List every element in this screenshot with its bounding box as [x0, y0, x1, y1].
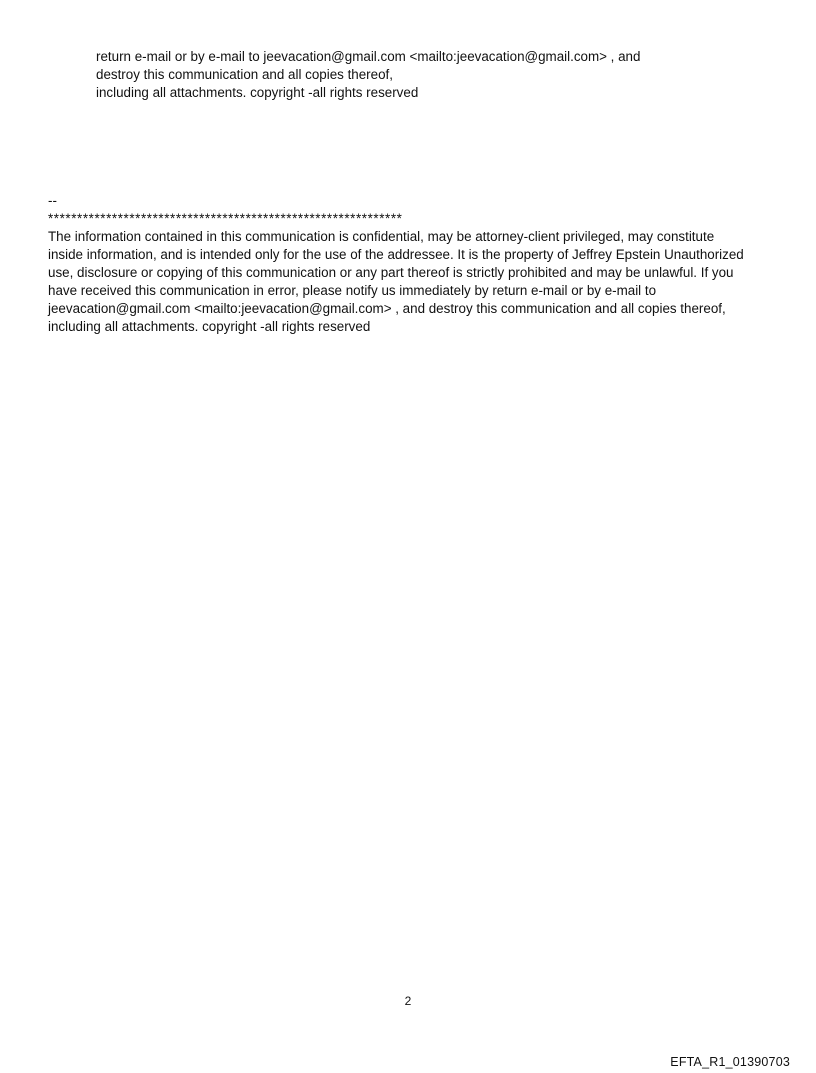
- quoted-disclaimer: [96, 48, 776, 102]
- disclaimer-line: The information contained in this communication is confidential, may be attorney-client privileged, may constitute: [48, 229, 715, 244]
- asterisk-divider: *************************************************************: [48, 211, 403, 226]
- quoted-disclaimer-line: return e-mail or by e-mail to jeevacation@gmail.com <mailto:jeevacation@gmail.com> , and: [96, 49, 641, 64]
- disclaimer-line: including all attachments. copyright -all rights reserved: [48, 319, 371, 334]
- disclaimer-line: have received this communication in error, please notify us immediately by return e-mail or by e-mail to: [48, 283, 657, 298]
- quoted-disclaimer-line: including all attachments. copyright -all rights reserved: [96, 85, 419, 100]
- bates-number: EFTA_R1_01390703: [670, 1055, 790, 1069]
- signature-disclaimer: [48, 192, 768, 336]
- disclaimer-line: inside information, and is intended only for the use of the addressee. It is the property of Jeffrey Epstein Unauthorized: [48, 247, 744, 262]
- disclaimer-line: use, disclosure or copying of this communication or any part thereof is strictly prohibited and may be unlawful. If you: [48, 265, 734, 280]
- page-number: 2: [404, 994, 412, 1008]
- quoted-disclaimer-line: destroy this communication and all copies thereof,: [96, 67, 393, 82]
- signature-separator: --: [48, 193, 57, 208]
- disclaimer-line: jeevacation@gmail.com <mailto:jeevacation@gmail.com> , and destroy this communication and all copies thereof,: [48, 301, 726, 316]
